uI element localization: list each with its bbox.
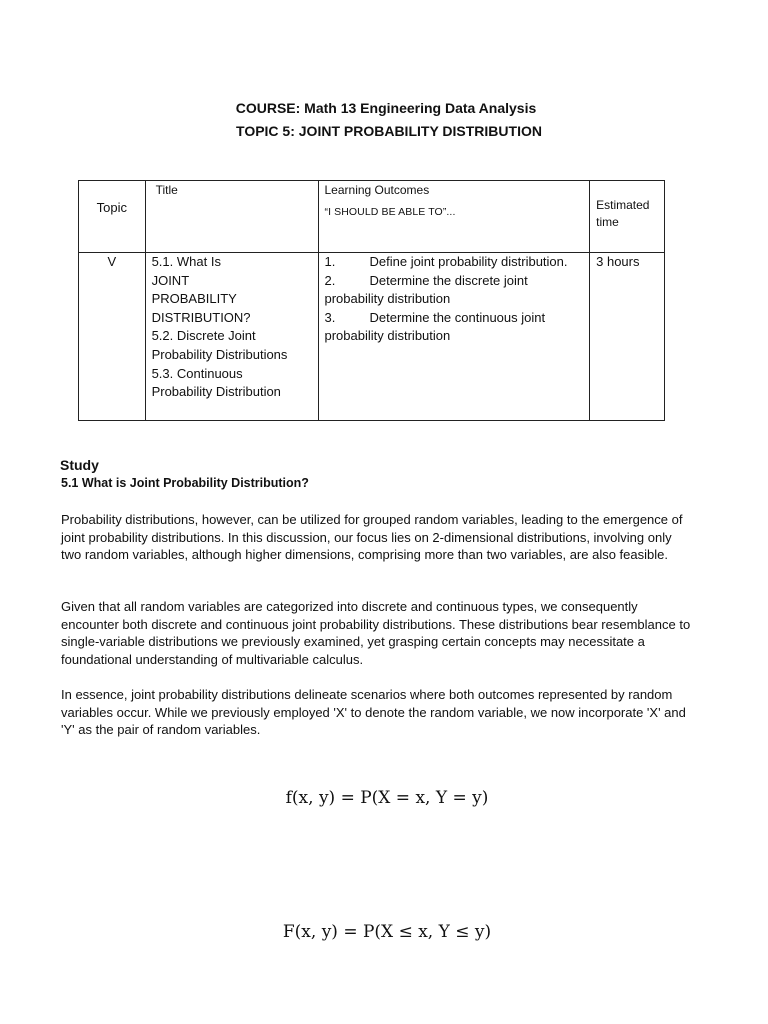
joint-pmf-formula: f(x, y) = P(X = x, Y = y): [285, 788, 489, 808]
outcome-text: Determine the discrete joint probability distribution: [324, 272, 528, 306]
table-row: [79, 253, 665, 421]
paragraph: Given that all random variables are categorized into discrete and continuous types, we consequently encounter both discrete and continuous joint probability distributions. These distributions bear resemblance to single-variable distributions we previously examined, yet grasping certain concepts may necessitate a foundational understanding of multivariable calculus.: [61, 599, 691, 668]
header-outcomes-subtitle: “I SHOULD BE ABLE TO”...: [324, 205, 456, 218]
title-line: 5.2. Discrete Joint: [151, 328, 256, 344]
joint-cdf-formula: F(x, y) = P(X ≤ x, Y ≤ y): [282, 922, 492, 942]
title-line: JOINT: [151, 272, 190, 288]
outcome-item: [325, 272, 584, 309]
paragraph: In essence, joint probability distributions delineate scenarios where both outcomes represented by random variables occur. While we previously employed 'X' to denote the random variable, we now incorporate 'X' and 'Y' as the pair of random variables.: [61, 687, 686, 738]
header-title: Title: [145, 181, 318, 253]
title-line: PROBABILITY: [151, 291, 237, 307]
paragraph: Probability distributions, however, can be utilized for grouped random variables, leading to the emergence of joint probability distributions. In this discussion, our focus lies on 2-dimensional distributions, involving only two random variables, although higher dimensions, comprising more than two variables, are also feasible.: [61, 512, 683, 563]
outcome-item: [325, 309, 584, 346]
cell-titles: [145, 253, 318, 421]
header-topic: Topic: [79, 181, 146, 253]
cell-estimated-time: 3 hours: [590, 253, 665, 421]
title-line: Probability Distributions: [151, 346, 288, 362]
header-estimated-time: Estimated time: [590, 181, 665, 253]
outcome-text: Define joint probability distribution.: [369, 254, 568, 269]
header-outcomes-label: Learning Outcomes: [324, 183, 430, 197]
title-line: Probability Distribution: [151, 384, 281, 400]
course-title: COURSE: Math 13 Engineering Data Analysis: [235, 100, 537, 116]
title-line: DISTRIBUTION?: [151, 309, 251, 325]
table-header-row: [79, 181, 665, 253]
header-learning-outcomes: [318, 181, 590, 253]
study-label: Study: [60, 457, 99, 473]
cell-outcomes: [318, 253, 590, 421]
learning-outcomes-table: [78, 180, 665, 421]
topic-title: TOPIC 5: JOINT PROBABILITY DISTRIBUTION: [236, 123, 542, 139]
cell-topic: V: [79, 253, 146, 421]
title-line: 5.3. Continuous: [151, 365, 243, 381]
title-line: 5.1. What Is: [151, 254, 221, 269]
outcome-number: 1.: [324, 254, 336, 269]
outcome-number: 2.: [324, 272, 336, 288]
outcome-number: 3.: [324, 309, 336, 325]
section-heading: 5.1 What is Joint Probability Distribution?: [61, 476, 309, 490]
outcome-item: [325, 253, 584, 272]
outcome-text: Determine the continuous joint probability distribution: [324, 309, 546, 343]
